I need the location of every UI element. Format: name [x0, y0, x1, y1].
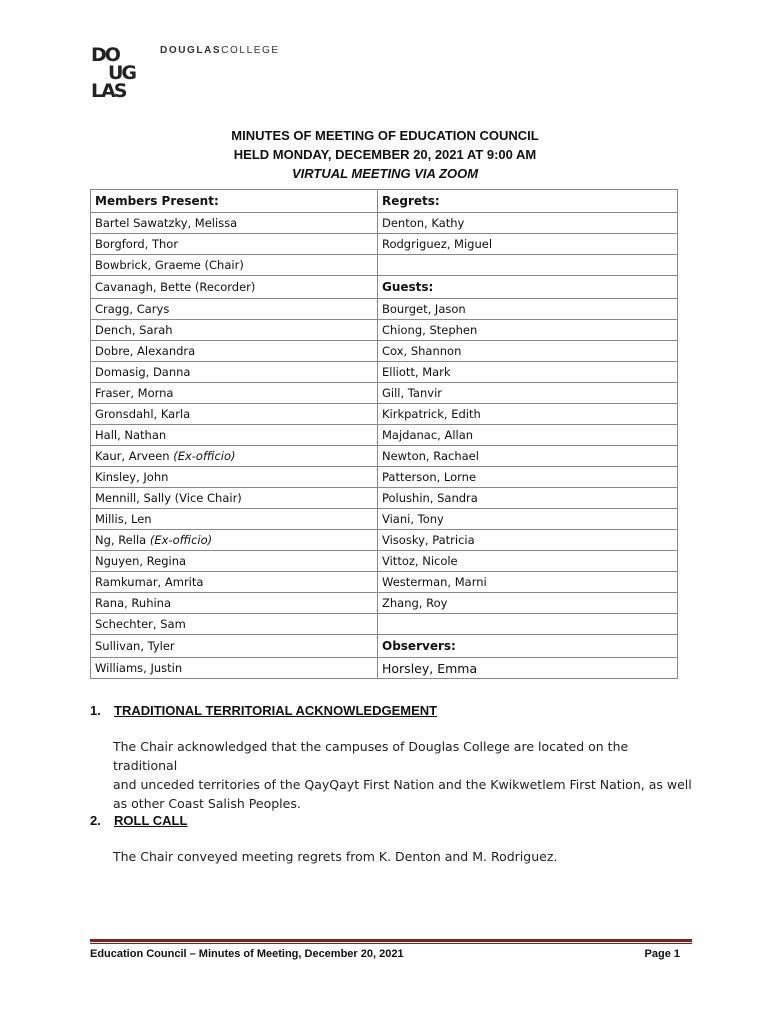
- member-name: Bartel Sawatzky, Melissa: [95, 216, 238, 230]
- attendance-row: [91, 362, 678, 383]
- footer-rule-thin: [90, 943, 692, 944]
- member-cell: [91, 635, 378, 658]
- attendee-cell: Cox, Shannon: [378, 341, 678, 362]
- member-cell: [91, 593, 378, 614]
- attendee-cell: Newton, Rachael: [378, 446, 678, 467]
- member-cell: [91, 425, 378, 446]
- logo-mark-line-1: DO: [91, 44, 119, 66]
- page-number: Page 1: [644, 948, 680, 960]
- section-number: 1.: [90, 703, 101, 718]
- attendee-cell: Polushin, Sandra: [378, 488, 678, 509]
- member-name: Dench, Sarah: [95, 323, 173, 337]
- member-name: Cavanagh, Bette (Recorder): [95, 280, 256, 294]
- attendee-cell: Horsley, Emma: [378, 658, 678, 679]
- attendance-row: [91, 320, 678, 341]
- member-name: Nguyen, Regina: [95, 554, 187, 568]
- member-name: Fraser, Morna: [95, 386, 174, 400]
- attendance-heading: Observers:: [378, 635, 678, 658]
- college-logo-mark: [91, 46, 143, 100]
- paragraph-line: and unceded territories of the QayQayt First Nation and the Kwikwetlem First Nation, as well: [113, 777, 692, 792]
- member-name: Bowbrick, Graeme (Chair): [95, 258, 244, 272]
- attendance-row: [91, 299, 678, 320]
- member-name: Mennill, Sally (Vice Chair): [95, 491, 242, 505]
- member-cell: [91, 467, 378, 488]
- attendee-cell: Vittoz, Nicole: [378, 551, 678, 572]
- member-name: Hall, Nathan: [95, 428, 167, 442]
- attendance-row: [91, 635, 678, 658]
- paragraph-line: as other Coast Salish Peoples.: [113, 796, 301, 811]
- member-name: Ng, Rella: [95, 533, 147, 547]
- section-1-paragraph: [113, 737, 693, 813]
- member-cell: [91, 572, 378, 593]
- attendee-cell: Zhang, Roy: [378, 593, 678, 614]
- logo-mark-line-3: LAS: [91, 80, 126, 102]
- attendance-row: [91, 404, 678, 425]
- attendance-row: [91, 190, 678, 213]
- attendance-row: [91, 255, 678, 276]
- member-name: Williams, Justin: [95, 661, 183, 675]
- attendance-row: [91, 467, 678, 488]
- attendance-row: [91, 530, 678, 551]
- attendance-row: [91, 383, 678, 404]
- attendance-heading: Regrets:: [378, 190, 678, 213]
- logo-mark-line-2: UG: [108, 62, 136, 84]
- empty-cell: [378, 614, 678, 635]
- member-name: Borgford, Thor: [95, 237, 179, 251]
- member-role-note: (Ex-officio): [149, 533, 213, 547]
- footer-title: Education Council – Minutes of Meeting, December 20, 2021: [90, 948, 404, 960]
- member-cell: [91, 276, 378, 299]
- attendance-row: [91, 446, 678, 467]
- member-cell: [91, 299, 378, 320]
- member-name: Kaur, Arveen: [95, 449, 170, 463]
- attendance-row: [91, 213, 678, 234]
- member-name: Gronsdahl, Karla: [95, 407, 191, 421]
- member-name: Ramkumar, Amrita: [95, 575, 204, 589]
- doc-title-line-3: VIRTUAL MEETING VIA ZOOM: [291, 166, 479, 181]
- member-cell: [91, 446, 378, 467]
- section-title: ROLL CALL: [114, 813, 188, 828]
- member-role-note: (Ex-officio): [173, 449, 236, 463]
- attendance-table: [90, 189, 678, 679]
- member-cell: [91, 341, 378, 362]
- member-cell: [91, 320, 378, 341]
- attendance-row: [91, 276, 678, 299]
- member-cell: [91, 234, 378, 255]
- attendance-row: [91, 551, 678, 572]
- member-name: Schechter, Sam: [95, 617, 186, 631]
- college-wordmark: [160, 45, 280, 56]
- section-2-heading: [90, 813, 187, 828]
- member-cell: [91, 530, 378, 551]
- attendance-row: [91, 488, 678, 509]
- member-cell: [91, 614, 378, 635]
- attendee-cell: Patterson, Lorne: [378, 467, 678, 488]
- member-name: Domasig, Danna: [95, 365, 191, 379]
- attendance-row: [91, 509, 678, 530]
- attendee-cell: Elliott, Mark: [378, 362, 678, 383]
- section-2-paragraph: [113, 847, 693, 866]
- attendee-cell: Visosky, Patricia: [378, 530, 678, 551]
- attendance-row: [91, 425, 678, 446]
- member-name: Millis, Len: [95, 512, 152, 526]
- member-name: Kinsley, John: [95, 470, 169, 484]
- attendance-row: [91, 658, 678, 679]
- member-cell: [91, 404, 378, 425]
- doc-title-line-2: HELD MONDAY, DECEMBER 20, 2021 AT 9:00 AM: [233, 147, 537, 162]
- attendee-cell: Gill, Tanvir: [378, 383, 678, 404]
- member-cell: [91, 383, 378, 404]
- member-name: Rana, Ruhina: [95, 596, 172, 610]
- attendance-row: [91, 593, 678, 614]
- member-cell: [91, 509, 378, 530]
- attendance-row: [91, 341, 678, 362]
- member-cell: [91, 255, 378, 276]
- section-number: 2.: [90, 813, 101, 828]
- attendee-cell: Bourget, Jason: [378, 299, 678, 320]
- empty-cell: [378, 255, 678, 276]
- members-present-heading: Members Present:: [91, 190, 378, 213]
- attendee-cell: Viani, Tony: [378, 509, 678, 530]
- section-1-heading: [90, 703, 437, 718]
- member-cell: [91, 362, 378, 383]
- attendance-heading: Guests:: [378, 276, 678, 299]
- attendance-row: [91, 234, 678, 255]
- member-name: Dobre, Alexandra: [95, 344, 196, 358]
- paragraph-line: The Chair conveyed meeting regrets from K. Denton and M. Rodriguez.: [113, 849, 558, 864]
- member-name: Cragg, Carys: [95, 302, 170, 316]
- attendee-cell: Rodgriguez, Miguel: [378, 234, 678, 255]
- attendee-cell: Denton, Kathy: [378, 213, 678, 234]
- attendance-row: [91, 614, 678, 635]
- member-cell: [91, 658, 378, 679]
- attendee-cell: Kirkpatrick, Edith: [378, 404, 678, 425]
- wordmark-bold: DOUGLAS: [160, 45, 222, 56]
- section-title: TRADITIONAL TERRITORIAL ACKNOWLEDGEMENT: [114, 703, 438, 718]
- attendee-cell: Westerman, Marni: [378, 572, 678, 593]
- paragraph-line: The Chair acknowledged that the campuses of Douglas College are located on the traditional: [113, 739, 629, 773]
- member-cell: [91, 213, 378, 234]
- member-name: Sullivan, Tyler: [95, 639, 175, 653]
- attendance-row: [91, 572, 678, 593]
- member-cell: [91, 488, 378, 509]
- doc-title-line-1: MINUTES OF MEETING OF EDUCATION COUNCIL: [231, 128, 539, 143]
- member-cell: [91, 551, 378, 572]
- attendee-cell: Majdanac, Allan: [378, 425, 678, 446]
- attendee-cell: Chiong, Stephen: [378, 320, 678, 341]
- wordmark-light: COLLEGE: [221, 45, 280, 56]
- footer-rule: [90, 939, 692, 942]
